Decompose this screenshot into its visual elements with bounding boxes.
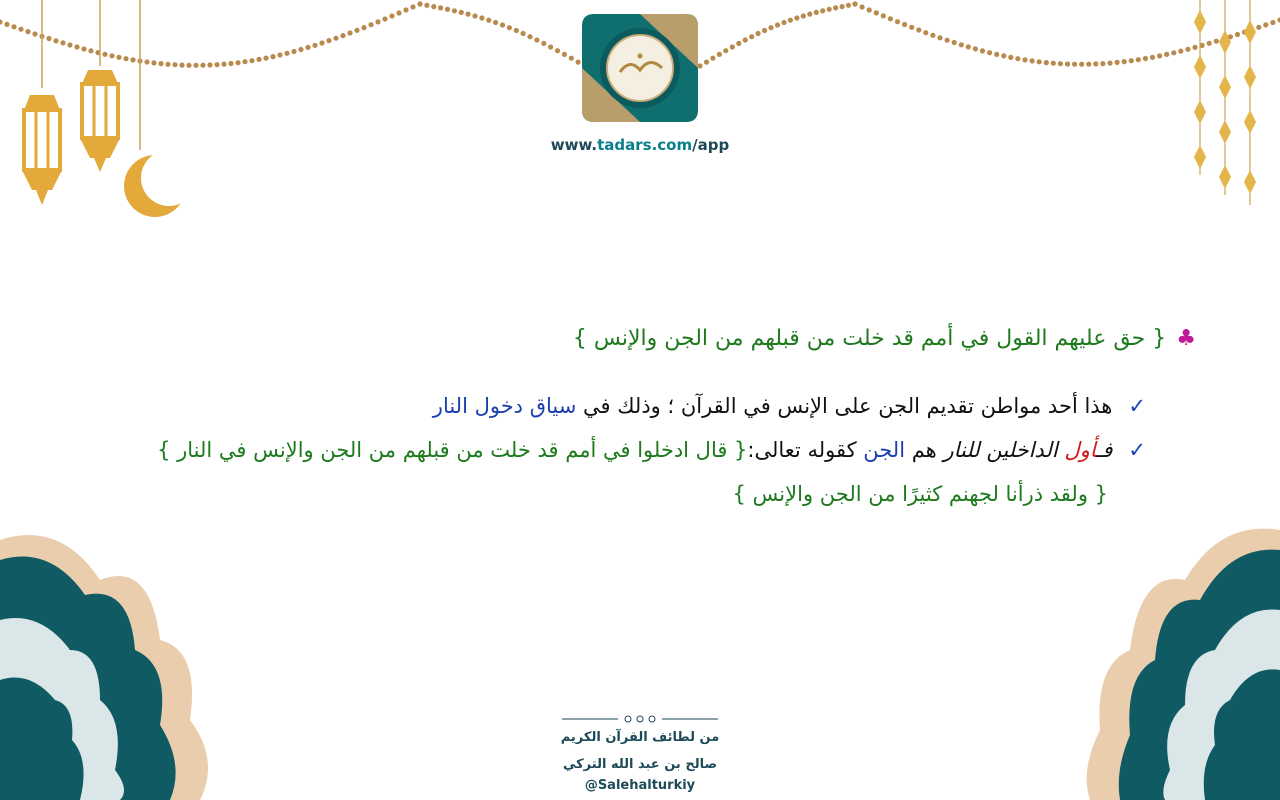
bead: [548, 44, 553, 49]
bead: [775, 22, 780, 27]
bead: [987, 50, 992, 55]
bead: [807, 12, 812, 17]
bead: [569, 56, 574, 61]
bead: [151, 60, 156, 65]
bead: [1022, 57, 1027, 62]
bead: [1185, 47, 1190, 52]
bead: [852, 1, 857, 6]
bead: [980, 48, 985, 53]
bead: [881, 13, 886, 18]
bead: [736, 41, 741, 46]
bead: [375, 19, 380, 24]
bead: [179, 63, 184, 68]
bead: [916, 27, 921, 32]
hanging-diamonds-icon: [1194, 0, 1256, 205]
bead: [81, 46, 86, 51]
bead: [193, 63, 198, 68]
bead: [1129, 58, 1134, 63]
bead: [888, 16, 893, 21]
bead: [207, 62, 212, 67]
bead: [242, 59, 247, 64]
crescent-moon-icon: [124, 0, 197, 217]
bead: [466, 12, 471, 17]
bead: [833, 5, 838, 10]
bead: [966, 44, 971, 49]
bead: [1263, 22, 1268, 27]
bead: [1037, 59, 1042, 64]
bead: [249, 58, 254, 63]
bead: [1008, 55, 1013, 60]
bead: [1072, 62, 1077, 67]
bead: [417, 1, 422, 6]
bead: [1115, 60, 1120, 65]
point-line-2: ✓فـأول الداخلين للنار هم الجن كقوله تعالى:{ قال ادخلوا في أمم قد خلت من قبلهم من الجن والإنس في النار }: [157, 438, 1146, 462]
bead: [347, 30, 352, 35]
bead: [361, 25, 366, 30]
bead: [459, 10, 464, 15]
bead: [820, 8, 825, 13]
bead: [874, 10, 879, 15]
bead: [717, 52, 722, 57]
bead: [930, 33, 935, 38]
bead: [4, 22, 9, 27]
bead: [895, 19, 900, 24]
bead: [1107, 61, 1112, 66]
bead: [25, 29, 30, 34]
bead: [562, 52, 567, 57]
bead: [53, 38, 58, 43]
bead: [410, 4, 415, 9]
bead: [46, 36, 51, 41]
footer-title: من لطائف القرآن الكريم: [560, 730, 720, 745]
bead: [1207, 41, 1212, 46]
bead: [123, 56, 128, 61]
bead: [794, 15, 799, 20]
bead: [507, 25, 512, 30]
bead: [298, 47, 303, 52]
floral-ornament-icon: [0, 535, 208, 800]
bead: [1058, 61, 1063, 66]
footer-handle[interactable]: @Salehalturkiy: [584, 778, 696, 793]
bead: [235, 60, 240, 65]
bead: [500, 22, 505, 27]
bead: [172, 62, 177, 67]
check-icon: ✓: [1128, 394, 1146, 418]
bead: [165, 62, 170, 67]
bead: [1171, 50, 1176, 55]
bead: [1164, 52, 1169, 57]
bead: [60, 40, 65, 45]
bead: [158, 61, 163, 66]
bead: [840, 4, 845, 9]
bead: [710, 56, 715, 61]
bead: [200, 63, 205, 68]
point-line-1: ✓هذا أحد مواطن تقديم الجن على الإنس في القرآن ؛ وذلك في سياق دخول النار: [432, 394, 1146, 418]
bead: [952, 40, 957, 45]
bead: [1157, 53, 1162, 58]
bead: [749, 34, 754, 39]
bead: [1079, 62, 1084, 67]
bead: [312, 43, 317, 48]
bead: [340, 33, 345, 38]
footer-author: صالح بن عبد الله التركي: [562, 757, 718, 772]
bead: [1086, 62, 1091, 67]
bead: [1235, 32, 1240, 37]
bead: [256, 57, 261, 62]
bead: [846, 3, 851, 8]
bead: [1044, 60, 1049, 65]
bead: [333, 36, 338, 41]
bead: [827, 7, 832, 12]
bead: [534, 37, 539, 42]
tadars-logo-icon: [580, 8, 700, 128]
bead: [319, 40, 324, 45]
bead: [116, 55, 121, 60]
bead: [902, 22, 907, 27]
bead: [527, 34, 532, 39]
bead: [514, 28, 519, 33]
bead: [88, 48, 93, 53]
bead: [438, 5, 443, 10]
ornament-divider-icon: [562, 715, 718, 723]
bead: [452, 8, 457, 13]
bead: [18, 27, 23, 32]
bead: [781, 20, 786, 25]
bead: [486, 18, 491, 23]
bead: [102, 52, 107, 57]
bead: [144, 59, 149, 64]
bead: [743, 37, 748, 42]
lantern-icon: [80, 0, 120, 172]
site-url[interactable]: www.tadars.com/app: [550, 136, 730, 154]
bead: [788, 18, 793, 23]
bead: [945, 38, 950, 43]
bead: [221, 62, 226, 67]
bead: [291, 49, 296, 54]
bead: [1270, 20, 1275, 25]
point-line-3: { ولقد ذرأنا لجهنم كثيرًا من الجن والإنس }: [732, 482, 1108, 506]
bead: [382, 16, 387, 21]
bead: [555, 48, 560, 53]
bead: [1143, 56, 1148, 61]
bead: [909, 25, 914, 30]
bead: [730, 44, 735, 49]
bead: [704, 60, 709, 65]
bead: [756, 31, 761, 36]
bead: [1136, 57, 1141, 62]
bead: [389, 13, 394, 18]
bead: [1093, 61, 1098, 66]
club-bullet-icon: ♣: [1176, 326, 1196, 351]
floral-ornament-icon: [1087, 529, 1280, 800]
bead: [32, 31, 37, 36]
bead: [228, 61, 233, 66]
bead: [1030, 58, 1035, 63]
bead: [326, 38, 331, 43]
bead: [424, 3, 429, 8]
check-icon: ✓: [1128, 438, 1146, 462]
bead: [959, 42, 964, 47]
bead: [973, 46, 978, 51]
bead: [263, 56, 268, 61]
bead: [768, 25, 773, 30]
bead: [0, 19, 3, 24]
bead: [923, 30, 928, 35]
bead: [479, 15, 484, 20]
bead: [270, 54, 275, 59]
bead: [305, 45, 310, 50]
bead: [1051, 61, 1056, 66]
bead: [723, 48, 728, 53]
headline: ♣{ حق عليهم القول في أمم قد خلت من قبلهم من الجن والإنس }: [572, 326, 1196, 351]
bead: [1001, 53, 1006, 58]
bead: [1256, 25, 1261, 30]
bead: [354, 28, 359, 33]
bead: [1065, 61, 1070, 66]
bead: [1178, 49, 1183, 54]
bead: [277, 52, 282, 57]
bead: [445, 7, 450, 12]
bead: [396, 10, 401, 15]
bead: [74, 44, 79, 49]
bead: [860, 4, 865, 9]
bead: [431, 4, 436, 9]
bead: [214, 62, 219, 67]
bead: [130, 57, 135, 62]
bead: [1214, 39, 1219, 44]
bead: [1122, 59, 1127, 64]
bead: [1192, 45, 1197, 50]
bead: [994, 52, 999, 57]
bead: [762, 28, 767, 33]
bead: [493, 20, 498, 25]
bead: [472, 13, 477, 18]
bead: [1100, 61, 1105, 66]
bead: [1150, 55, 1155, 60]
bead: [284, 51, 289, 56]
bead: [11, 24, 16, 29]
bead: [1015, 56, 1020, 61]
bead: [814, 10, 819, 15]
bead: [541, 41, 546, 46]
bead: [403, 7, 408, 12]
bead: [521, 31, 526, 36]
bead: [801, 13, 806, 18]
bead: [186, 63, 191, 68]
bead: [867, 7, 872, 12]
bead: [67, 42, 72, 47]
bead: [109, 53, 114, 58]
bead: [368, 22, 373, 27]
bead: [937, 35, 942, 40]
